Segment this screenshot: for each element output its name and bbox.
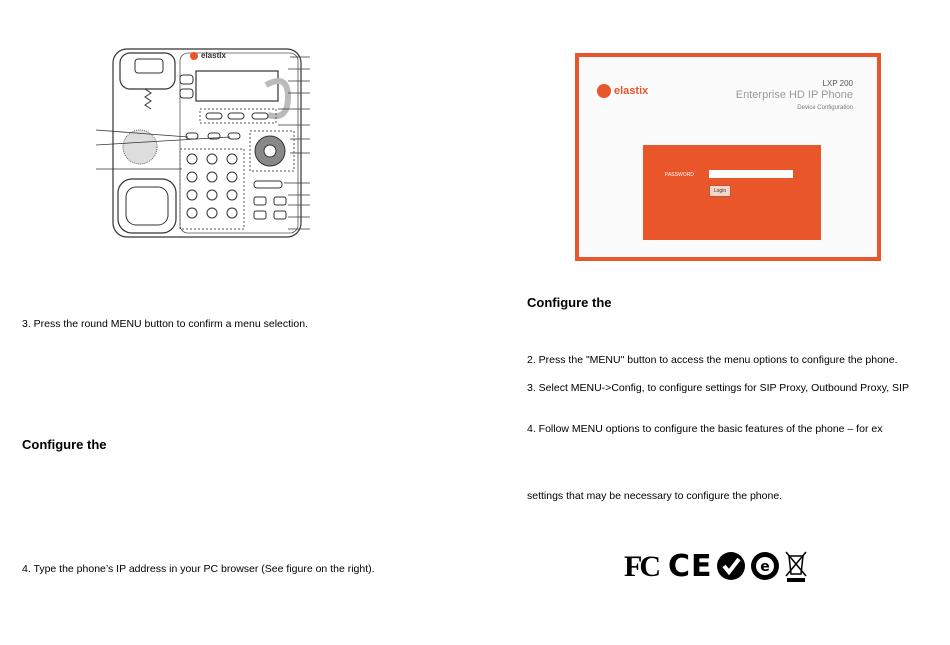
step-2-text: 2. Press the "MENU" button to access the menu options to configure the phone. xyxy=(527,354,898,366)
weee-bin-icon xyxy=(783,548,809,582)
phone-diagram xyxy=(20,45,320,250)
step-3-menu-text: 3. Press the round MENU button to confirm a menu selection. xyxy=(22,318,308,330)
login-button[interactable]: Login xyxy=(709,185,731,197)
e-mark-icon xyxy=(749,550,781,582)
step-4-ip-text: 4. Type the phone’s IP address in your PC browser (See figure on the right). xyxy=(22,563,375,575)
phone-brand-logo: elastix xyxy=(190,51,226,60)
configure-heading-left: Configure the xyxy=(22,437,107,452)
password-label: PASSWORD xyxy=(665,172,694,178)
ce-logo: CE xyxy=(668,549,713,584)
login-box xyxy=(643,145,821,240)
password-input[interactable] xyxy=(709,170,793,178)
settings-note-text: settings that may be necessary to configure the phone. xyxy=(527,490,783,502)
product-label: Enterprise HD IP Phone xyxy=(735,89,853,101)
fcc-logo: FC xyxy=(624,550,658,583)
ctick-icon xyxy=(715,550,747,582)
elastix-logo-icon xyxy=(597,84,611,98)
model-label: LXP 200 xyxy=(822,79,853,88)
web-config-screenshot xyxy=(575,53,881,261)
step-3-text: 3. Select MENU->Config, to configure settings for SIP Proxy, Outbound Proxy, SIP xyxy=(527,382,909,394)
elastix-logo: elastix xyxy=(597,84,648,98)
certification-logos xyxy=(624,548,809,582)
svg-text:e: e xyxy=(759,559,770,575)
configure-heading-right: Configure the xyxy=(527,295,612,310)
step-4-text: 4. Follow MENU options to configure the basic features of the phone – for ex xyxy=(527,423,883,435)
device-config-label: Device Configuration xyxy=(797,105,853,111)
